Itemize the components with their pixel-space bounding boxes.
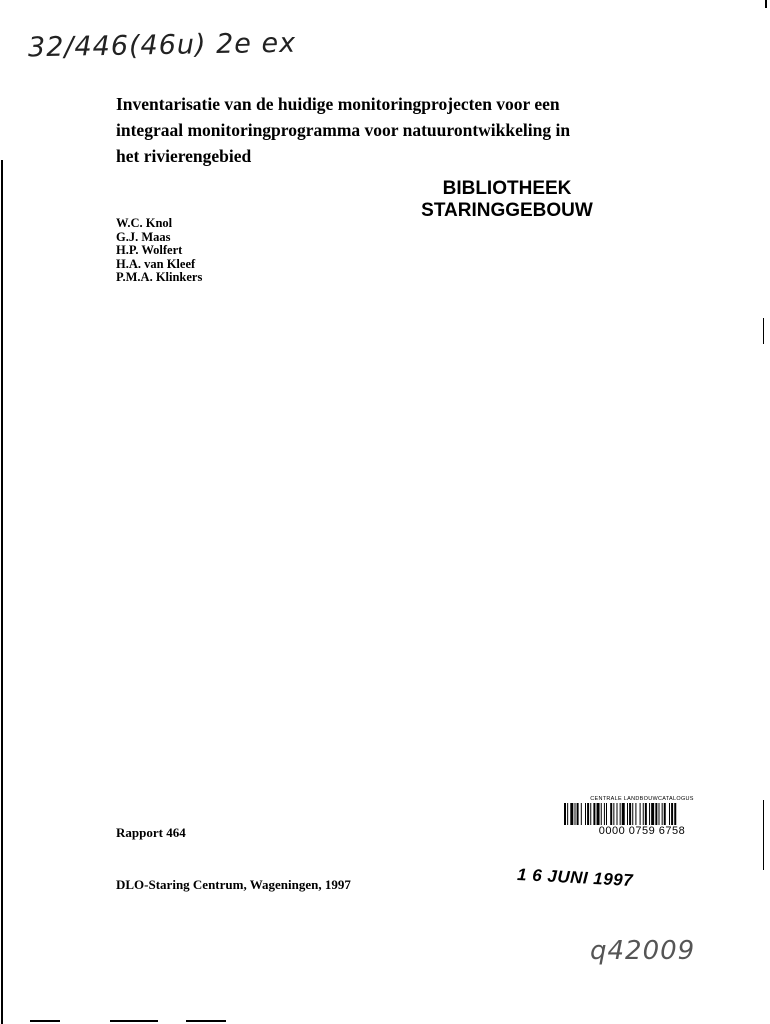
scan-edge-bottom: [110, 1020, 158, 1022]
handwritten-accession-number: q42009: [590, 936, 696, 966]
barcode-bar: [674, 803, 676, 825]
barcode-caption: CENTRALE LANDBOUWCATALOGUS: [590, 796, 694, 802]
document-title: [116, 91, 676, 169]
barcode-bar: [655, 803, 657, 825]
barcode-bar: [577, 803, 579, 825]
barcode-bar: [662, 803, 663, 825]
barcode-bar: [659, 803, 660, 825]
barcode-bar: [604, 803, 605, 825]
scan-edge-left: [1, 160, 3, 1024]
barcode-bar: [645, 803, 647, 825]
author: P.M.A. Klinkers: [116, 270, 203, 285]
library-stamp: [402, 178, 612, 222]
barcode-bar: [564, 803, 566, 825]
barcode-bar: [590, 803, 591, 825]
barcode-bar: [606, 803, 607, 825]
barcode-bar: [671, 803, 673, 825]
title-line: het rivierengebied: [116, 146, 252, 166]
scan-edge-bottom: [186, 1020, 226, 1022]
barcode-bar: [664, 803, 666, 825]
barcode-bar: [632, 803, 633, 825]
library-line: BIBLIOTHEEK: [442, 178, 572, 199]
author: H.A. van Kleef: [116, 256, 196, 271]
title-line: Inventarisatie van de huidige monitoringprojecten voor een: [116, 94, 560, 114]
handwritten-catalog-note: 32/446(46u) 2e ex: [27, 27, 297, 64]
publisher-line: DLO-Staring Centrum, Wageningen, 1997: [116, 877, 351, 892]
barcode-bar: [587, 803, 589, 825]
author: G.J. Maas: [116, 229, 171, 244]
barcode-bar: [622, 803, 625, 825]
barcode-bar: [635, 803, 636, 825]
barcode-number: 0000 0759 6758: [598, 825, 686, 837]
barcode-bar: [651, 803, 654, 825]
library-line: STARINGGEBOUW: [421, 200, 593, 221]
barcode-bar: [570, 803, 573, 825]
scan-edge-right-mark: [763, 318, 764, 344]
barcode-bar: [610, 803, 612, 825]
date-stamp: 1 6 JUNI 1997: [516, 864, 634, 891]
barcode-bar: [581, 803, 582, 825]
author-list: [116, 217, 202, 285]
barcode-bar: [585, 803, 586, 825]
report-number: Rapport 464: [116, 825, 186, 840]
barcode-bar: [613, 803, 614, 825]
barcode-bar: [669, 803, 670, 825]
title-line: integraal monitoringprogramma voor natuurontwikkeling in: [116, 120, 571, 140]
barcode-bar: [629, 803, 631, 825]
barcode-bar: [640, 803, 641, 825]
barcode-bar: [617, 803, 618, 825]
barcode-bar: [620, 803, 621, 825]
scan-edge-right-mark: [763, 800, 764, 870]
author: W.C. Knol: [116, 216, 173, 230]
barcode-bar: [643, 803, 644, 825]
barcode-bar: [593, 803, 595, 825]
barcode-bar: [575, 803, 576, 825]
scan-edge-right-mark: [765, 0, 767, 8]
barcode-bar: [567, 803, 568, 825]
barcode-bar: [597, 803, 600, 825]
barcode-bar: [627, 803, 628, 825]
scan-edge-bottom: [30, 1020, 60, 1022]
barcode-label: [557, 794, 727, 844]
barcode-bar: [649, 803, 650, 825]
author: H.P. Wolfert: [116, 243, 183, 258]
barcode-bars: [562, 803, 722, 825]
barcode-bar: [601, 803, 602, 825]
